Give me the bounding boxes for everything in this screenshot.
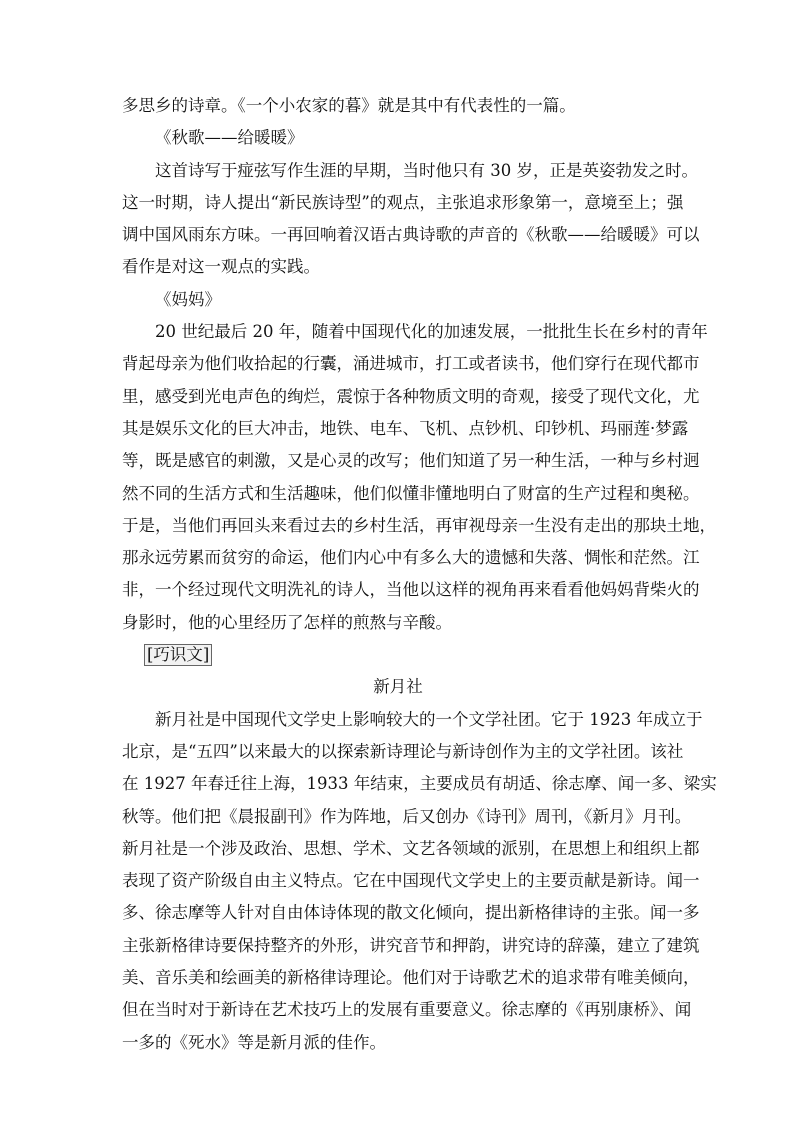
paragraph-line: 但在当时对于新诗在艺术技巧上的发展有重要意义。徐志摩的《再别康桥》、闻	[122, 1000, 692, 1020]
poem-heading-qiuge: 《秋歌——给暖暖》	[155, 128, 304, 148]
paragraph-line: 北京，是“五四”以来最大的以探索新诗理论与新诗创作为主的文学社团。该社	[122, 741, 684, 761]
paragraph-line: 多、徐志摩等人针对自由体诗体现的散文化倾向，提出新格律诗的主张。闻一多	[122, 903, 700, 923]
section-title: 新月社	[373, 677, 423, 697]
paragraph-line: 里，感受到光电声色的绚烂，震惊于各种物质文明的奇观，接受了现代文化，尤	[122, 386, 700, 406]
paragraph-line: 调中国风雨东方味。一再回响着汉语古典诗歌的声音的《秋歌——给暖暖》可以	[122, 225, 700, 245]
document-page	[122, 90, 717, 1059]
paragraph-line: 于是，当他们再回头来看过去的乡村生活，再审视母亲一生没有走出的那块土地，	[122, 515, 716, 535]
paragraph-line: 新月社是中国现代文学史上影响较大的一个文学社团。它于 1923 年成立于	[155, 709, 703, 729]
tag-row	[122, 639, 674, 671]
paragraph-line: 这首诗写于痖弦写作生涯的早期，当时他只有 30 岁，正是英姿勃发之时。	[155, 160, 698, 180]
paragraph-line: 那永远劳累而贫穷的命运，他们内心中有多么大的遗憾和失落、惆怅和茫然。江	[122, 548, 700, 568]
paragraph-line: 秋等。他们把《晨报副刊》作为阵地，后又创办《诗刊》周刊，《新月》月刊。	[122, 806, 692, 826]
paragraph-line: 这一时期，诗人提出“新民族诗型”的观点，主张追求形象第一，意境至上；强	[122, 192, 684, 212]
paragraph-line: 一多的《死水》等是新月派的佳作。	[122, 1032, 386, 1052]
paragraph-line: 看作是对这一观点的实践。	[122, 257, 320, 277]
section-tag-label: [巧识文]	[144, 644, 212, 666]
paragraph-line: 然不同的生活方式和生活趣味，他们似懂非懂地明白了财富的生产过程和奥秘。	[122, 483, 700, 503]
paragraph-line: 表现了资产阶级自由主义特点。它在中国现代文学史上的主要贡献是新诗。闻一	[122, 871, 700, 891]
poem-heading-mama: 《妈妈》	[155, 289, 221, 309]
paragraph-line: 等，既是感官的刺激，又是心灵的改写；他们知道了另一种生活，一种与乡村迥	[122, 451, 700, 471]
paragraph-line: 多思乡的诗章。《一个小农家的暮》就是其中有代表性的一篇。	[122, 96, 576, 115]
paragraph-line: 美、音乐美和绘画美的新格律诗理论。他们对于诗歌艺术的追求带有唯美倾向，	[122, 968, 700, 988]
paragraph-line: 背起母亲为他们收拾起的行囊，涌进城市，打工或者读书，他们穿行在现代都市	[122, 354, 700, 374]
paragraph-line: 非，一个经过现代文明洗礼的诗人，当他以这样的视角再来看看他妈妈背柴火的	[122, 580, 700, 600]
paragraph-line: 其是娱乐文化的巨大冲击，地铁、电车、飞机、点钞机、印钞机、玛丽莲·梦露	[122, 418, 689, 438]
paragraph-line: 身影时，他的心里经历了怎样的煎熬与辛酸。	[122, 612, 452, 632]
paragraph-line: 20 世纪最后 20 年，随着中国现代化的加速发展，一批批生长在乡村的青年	[155, 322, 708, 342]
paragraph-line: 新月社是一个涉及政治、思想、学术、文艺各领域的派别，在思想上和组织上都	[122, 838, 700, 858]
paragraph-line: 主张新格律诗要保持整齐的外形，讲究音节和押韵，讲究诗的辞藻，建立了建筑	[122, 935, 700, 955]
paragraph-line: 在 1927 年春迁往上海，1933 年结束，主要成员有胡适、徐志摩、闻一多、梁实	[122, 774, 717, 794]
